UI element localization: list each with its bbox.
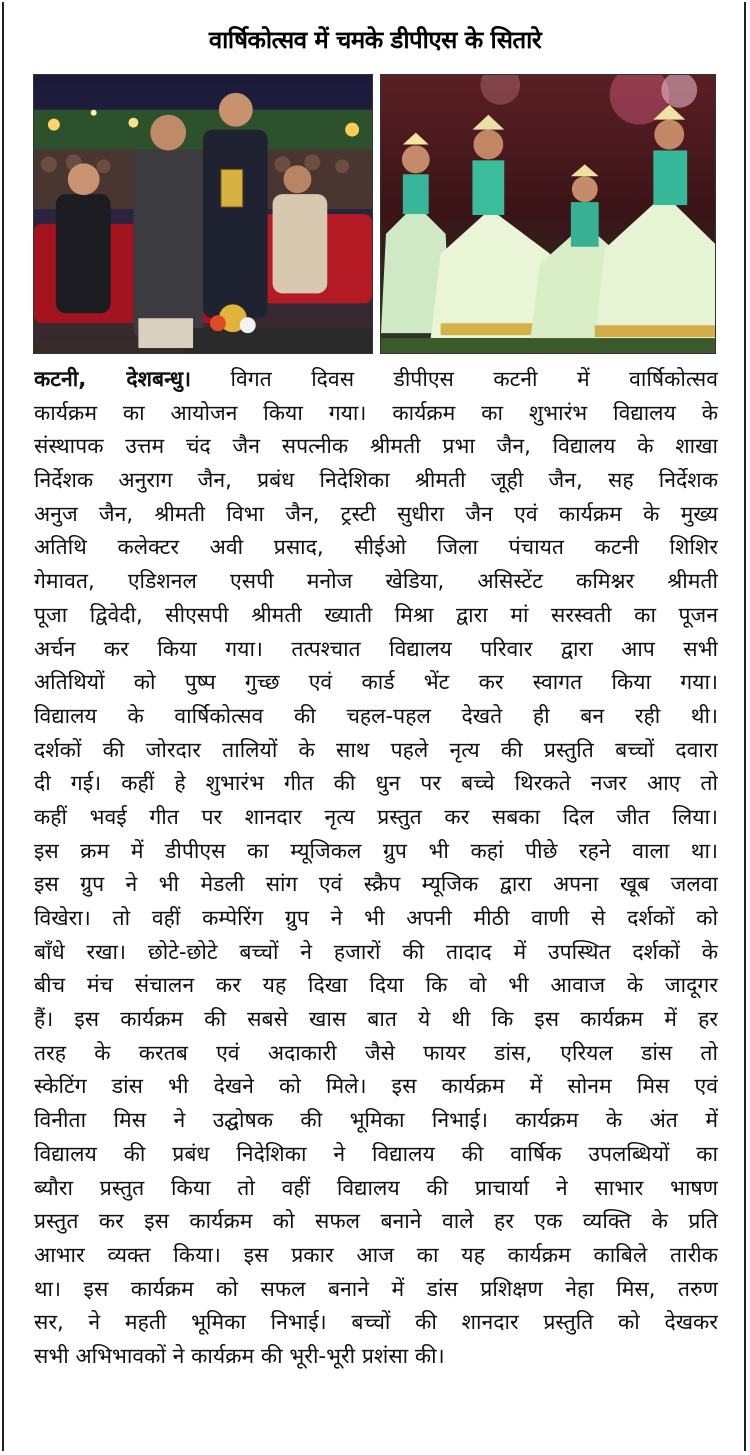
headline: वार्षिकोत्सव में चमके डीपीएस के सितारे (208, 26, 542, 54)
article-line: प्रस्तुत कर इस कार्यक्रम को सफल बनाने वाले हर एक व्यक्ति के प्रति (34, 1208, 718, 1234)
article-line: बाँधे रखा। छोटे-छोटे बच्चों ने हजारों की तादाद में उपस्थित दर्शकों के (34, 938, 718, 964)
article-line: अतिथि कलेक्टर अवी प्रसाद, सीईओ जिला पंचायत कटनी शिशिर (34, 534, 718, 560)
stage-felicitation-photo (33, 74, 373, 354)
article-line: इस ग्रुप ने भी मेडली सांग एवं स्क्रैप म्यूजिक द्वारा अपना खूब जलवा (34, 871, 718, 897)
article-line: सभी अभिभावकों ने कार्यक्रम की भूरी-भूरी प्रशंसा की। (34, 1342, 445, 1368)
article-line: इस क्रम में डीपीएस का म्यूजिकल ग्रुप भी कहां पीछे रहने वाला था। (34, 837, 718, 863)
article-line: हैं। इस कार्यक्रम की सबसे खास बात ये थी कि इस कार्यक्रम में हर (34, 1006, 718, 1032)
article-line: संस्थापक उत्तम चंद जैन सपत्नीक श्रीमती प्रभा जैन, विद्यालय के शाखा (34, 433, 718, 459)
article-line (34, 362, 718, 396)
article-line: अर्चन कर किया गया। तत्पश्चात विद्यालय परिवार द्वारा आप सभी (34, 635, 718, 661)
article-line: आभार व्यक्त किया। इस प्रकार आज का यह कार्यक्रम काबिले तारीक (34, 1241, 718, 1267)
article-line: विखेरा। तो वहीं कम्पेरिंग ग्रुप ने भी अपनी मीठी वाणी से दर्शकों को (34, 905, 718, 930)
article-line: विद्यालय की प्रबंध निदेशिका ने विद्यालय की वार्षिक उपलब्धियों का (34, 1140, 718, 1166)
dance-performance-photo (380, 74, 716, 354)
article-line: दर्शकों की जोरदार तालियों के साथ पहले नृत्य की प्रस्तुति बच्चों दवारा (34, 736, 718, 762)
article-line: कहीं भवई गीत पर शानदार नृत्य प्रस्तुत कर सबका दिल जीत लिया। (34, 803, 718, 829)
article-text: विगत दिवस डीपीएस कटनी में वार्षिकोत्सव (191, 366, 718, 391)
article-line: दी गई। कहीं हे शुभारंभ गीत की धुन पर बच्चे थिरकते नजर आए तो (34, 770, 718, 796)
article-line: था। इस कार्यक्रम को सफल बनाने में डांस प्रशिक्षण नेहा मिस, तरुण (34, 1275, 718, 1301)
article-line: बीच मंच संचालन कर यह दिखा दिया कि वो भी आवाज के जादूगर (34, 972, 718, 998)
article-line: अनुज जैन, श्रीमती विभा जैन, ट्रस्टी सुधीरा जैन एवं कार्यक्रम के मुख्य (34, 500, 718, 526)
article-line: निर्देशक अनुराग जैन, प्रबंध निदेशिका श्रीमती जूही जैन, सह निर्देशक (34, 467, 718, 493)
article-line: सर, ने महती भूमिका निभाई। बच्चों की शानदार प्रस्तुति को देखकर (34, 1309, 718, 1335)
article-line: तरह के करतब एवं अदाकारी जैसे फायर डांस, एरियल डांस तो (34, 1039, 718, 1065)
article-body (34, 362, 718, 1373)
article-line: स्केटिंग डांस भी देखने को मिले। इस कार्यक्रम में सोनम मिस एवं (34, 1073, 718, 1099)
felicitation-image (34, 75, 372, 353)
dateline: कटनी, देशबन्धु। (34, 366, 192, 391)
article-line: विद्यालय के वार्षिकोत्सव की चहल-पहल देखते ही बन रही थी। (34, 702, 718, 728)
article-line: अतिथियों को पुष्प गुच्छ एवं कार्ड भेंट कर स्वागत किया गया। (34, 669, 718, 695)
article-line: ब्यौरा प्रस्तुत किया तो वहीं विद्यालय की प्राचार्या ने साभार भाषण (34, 1174, 718, 1200)
article-line: विनीता मिस ने उद्घोषक की भूमिका निभाई। कार्यक्रम के अंत में (34, 1107, 718, 1133)
article-line: पूजा द्विवेदी, सीएसपी श्रीमती ख्याती मिश्रा द्वारा मां सरस्वती का पूजन (34, 601, 718, 627)
dance-image (381, 75, 715, 353)
article-line: गेमावत, एडिशनल एसपी मनोज खेडिया, असिस्टेंट कमिश्नर श्रीमती (34, 568, 718, 594)
article-line: कार्यक्रम का आयोजन किया गया। कार्यक्रम का शुभारंभ विद्यालय के (34, 399, 718, 425)
